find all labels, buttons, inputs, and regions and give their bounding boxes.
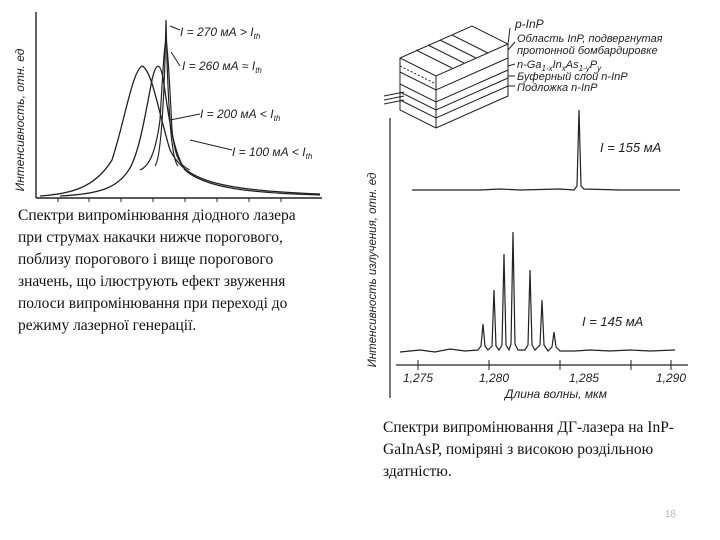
- laser-structure-diagram: [384, 26, 515, 128]
- spectrum-curve-100ma: [40, 66, 320, 196]
- curve-label-100ma: I = 100 мА < $I_{th}$: [232, 145, 313, 161]
- lower-current-label: I = 145 мА: [582, 314, 644, 329]
- left-y-axis-label: Интенсивность, отн. ед: [13, 48, 27, 192]
- right-x-tick-label: 1,285: [568, 371, 600, 385]
- right-x-tick-label: 1,290: [655, 371, 687, 385]
- right-figure-caption: Спектри випромінювання ДГ-лазера на InP-GaInAsP, поміряні з високою роздільною здатністю.: [383, 419, 674, 480]
- structure-label-proton-region-2: протонной бомбардировке: [517, 45, 658, 57]
- upper-current-label: I = 155 мА: [600, 140, 662, 155]
- curve-label-260ma: I = 260 мА ≈ $I_{th}$: [182, 59, 262, 75]
- structure-label-active-layer: $n-Ga_{1-x}In_xAs_{1-y}P_y$: [517, 59, 602, 73]
- curve-label-200ma: I = 200 мА < $I_{th}$: [200, 107, 281, 123]
- structure-label-buffer: Буферный слой n-InP: [517, 71, 628, 83]
- left-spectra-figure: [0, 0, 340, 205]
- right-spectra-figure: [360, 0, 710, 410]
- right-y-axis-label: Интенсивность излучения, отн. ед: [367, 172, 379, 368]
- right-x-tick-label: 1,280: [478, 371, 510, 385]
- page-number: 18: [664, 509, 676, 520]
- structure-label-substrate: Подложка n-InP: [517, 82, 598, 94]
- right-x-tick-label: 1,275: [402, 371, 434, 385]
- structure-label-proton-region-1: Область InP, подвергнутая: [517, 33, 663, 45]
- lower-spectrum: [400, 232, 675, 352]
- structure-label-p-inp: p-InP: [515, 17, 544, 31]
- left-figure-caption: Спектри випромінювання діодного лазера при струмах накачки нижче порогового, поблизу порогового і вище порогового значень, що ілюструють ефект звуження полоси випромінювання при переході до режиму лазерної генерації.: [18, 207, 296, 334]
- right-x-axis-label: Длина волны, мкм: [505, 387, 607, 401]
- curve-label-270ma: I = 270 мА > $I_{th}$: [180, 25, 261, 41]
